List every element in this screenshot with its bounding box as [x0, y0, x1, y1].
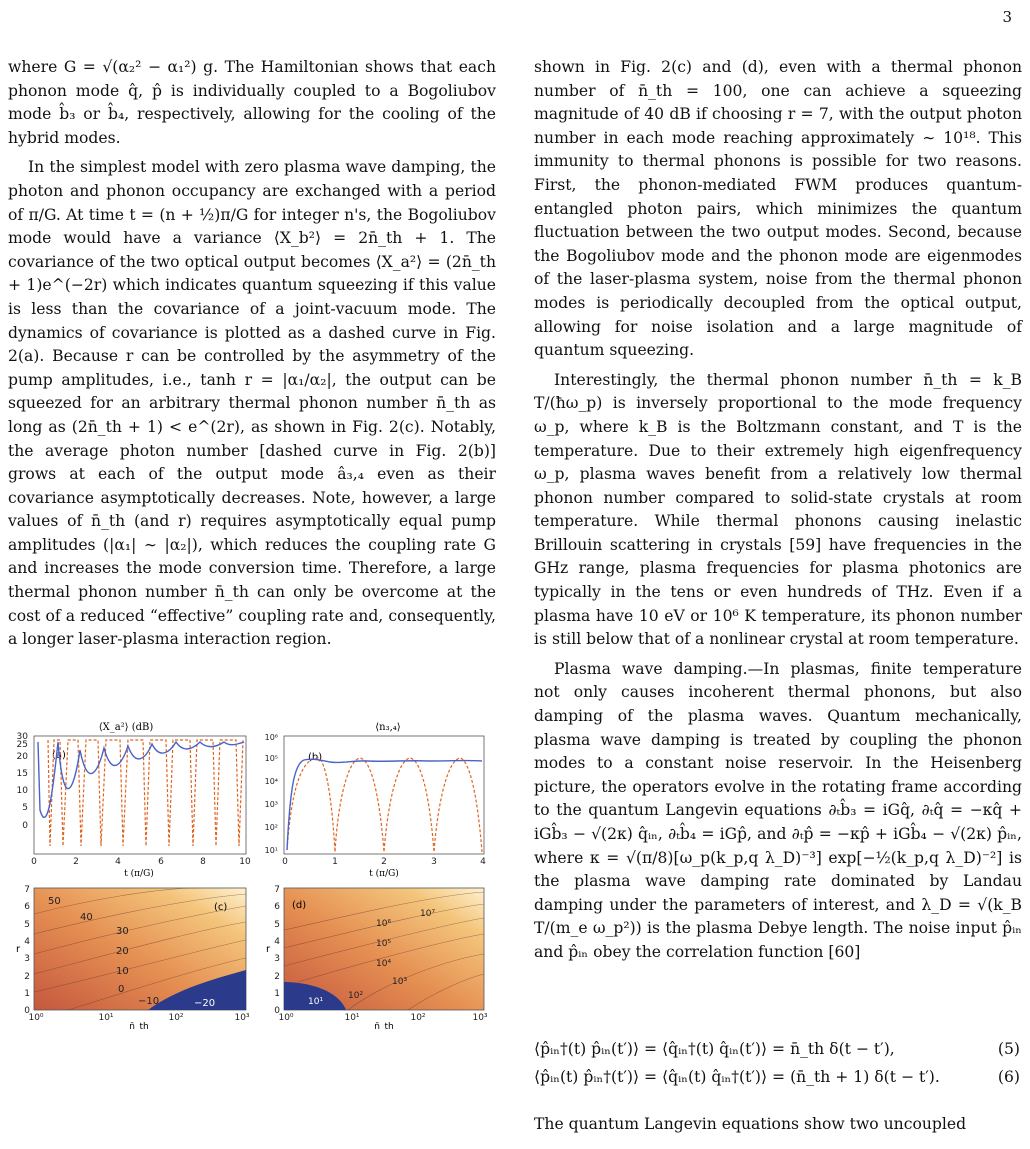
equation-number: (5) [997, 1040, 1020, 1058]
svg-text:6: 6 [24, 902, 30, 912]
svg-text:1: 1 [332, 857, 338, 867]
svg-text:10³: 10³ [472, 1013, 488, 1023]
equation-text: ⟨p̂ᵢₙ†(t) p̂ᵢₙ(t′)⟩ = ⟨q̂ᵢₙ†(t) q̂ᵢₙ(t′)⟩ = n̄_th δ(t − t′), [534, 1040, 895, 1058]
figure-2 [8, 720, 496, 1030]
svg-text:3: 3 [24, 954, 30, 964]
panel-a-yticks [17, 732, 29, 831]
svg-text:7: 7 [274, 885, 280, 895]
svg-text:10⁰: 10⁰ [28, 1013, 44, 1023]
svg-text:4: 4 [274, 937, 280, 947]
panel-b-xlabel: t (π/G) [369, 869, 399, 879]
svg-text:3: 3 [431, 857, 437, 867]
svg-text:5: 5 [274, 920, 280, 930]
svg-text:10⁷: 10⁷ [420, 909, 436, 919]
svg-text:0: 0 [22, 821, 28, 831]
svg-text:10²: 10² [410, 1013, 426, 1023]
equation-5 [534, 1040, 1022, 1058]
svg-text:10⁵: 10⁵ [376, 939, 392, 949]
svg-text:20: 20 [116, 946, 129, 957]
paragraph: In the simplest model with zero plasma wave damping, the photon and phonon occupancy are exchanged with a period of π/G. At time t = (n + ½)π/G for integer n's, the Bogoliubov mode would have a variance ⟨X_b²⟩ = 2n̄_th + 1. The covariance of the two optical output becomes ⟨X_a²⟩ = (2n̄_th + 1)e^(−2r) which indicates quantum squeezing if this value is less than the covariance of a joint-vacuum mode. The dynamics of covariance is plotted as a dashed curve in Fig. 2(a). Because r can be controlled by the asymmetry of the pump amplitudes, i.e., tanh r = |α₁/α₂|, the output can be squeezed for an arbitrary thermal phonon number n̄_th as long as (2n̄_th + 1) < e^(2r), as shown in Fig. 2(c). Notably, the average photon number [dashed curve in Fig. 2(b)] grows at each of the output mode â₃,₄ even as their covariance asymptotically decreases. Note, however, a large values of n̄_th (and r) requires asymptotically equal pump amplitudes (|α₁| ∼ |α₂|), which reduces the coupling rate G and increases the mode conversion time. Therefore, a large thermal phonon number n̄_th can only be overcome at the cost of a reduced “effective” coupling rate and, consequently, a longer laser-plasma interaction region. [8, 158, 496, 649]
panel-a-xticks [31, 857, 251, 867]
panel-d-ylabel: r [266, 944, 271, 955]
last-line: The quantum Langevin equations show two uncoupled [534, 1115, 967, 1133]
svg-text:10¹: 10¹ [308, 997, 324, 1007]
panel-d-xlabel: n̄_th [374, 1022, 394, 1030]
svg-text:0: 0 [31, 857, 37, 867]
panel-c-ylabel: r [16, 944, 21, 955]
svg-text:30: 30 [16, 732, 28, 742]
svg-text:6: 6 [274, 902, 280, 912]
equation-6 [534, 1068, 1022, 1086]
svg-text:2: 2 [73, 857, 79, 867]
panel-a-title: ⟨X_a²⟩ (dB) [98, 722, 154, 733]
contour-yticks-c [24, 885, 30, 1016]
panel-b-xticks [282, 857, 486, 867]
svg-text:40: 40 [80, 912, 93, 923]
svg-text:8: 8 [200, 857, 206, 867]
panel-a-xlabel: t (π/G) [124, 869, 154, 879]
svg-text:10⁴: 10⁴ [376, 959, 392, 969]
panel-b-title: ⟨n₃,₄⟩ [375, 722, 401, 733]
panel-b-tag: (b) [308, 752, 323, 763]
equation-number: (6) [997, 1068, 1020, 1086]
svg-text:0: 0 [24, 1006, 30, 1016]
svg-text:2: 2 [274, 972, 280, 982]
svg-text:10³: 10³ [234, 1013, 250, 1023]
right-column [534, 56, 1022, 971]
svg-text:10¹: 10¹ [344, 1013, 360, 1023]
panel-d-tag: (d) [292, 900, 307, 911]
paragraph: shown in Fig. 2(c) and (d), even with a thermal phonon number of n̄_th = 100, one can achieve a squeezing magnitude of 40 dB if choosing r = 7, with the output photon number in each mode reaching approximately ∼ 10¹⁸. This immunity to thermal phonons is possible for two reasons. First, the phonon-mediated FWM produces quantum-entangled photon pairs, which minimizes the quantum fluctuation between the two output modes. Second, because the Bogoliubov mode and the phonon mode are eigenmodes of the laser-plasma system, noise from the thermal phonon modes is periodically decoupled from the optical output, allowing for noise isolation and a large magnitude of quantum squeezing. [534, 58, 1022, 360]
svg-text:10⁴: 10⁴ [264, 777, 278, 786]
svg-text:5: 5 [24, 920, 30, 930]
svg-text:15: 15 [16, 769, 28, 779]
svg-text:4: 4 [115, 857, 121, 867]
svg-text:10³: 10³ [264, 800, 278, 809]
svg-text:50: 50 [48, 896, 61, 907]
svg-text:10⁶: 10⁶ [376, 919, 392, 929]
svg-text:7: 7 [24, 885, 30, 895]
left-column [8, 56, 496, 658]
panel-a-tag: (a) [52, 750, 66, 761]
svg-text:1: 1 [274, 989, 280, 999]
svg-text:10⁰: 10⁰ [278, 1013, 294, 1023]
svg-text:10²: 10² [348, 991, 364, 1001]
svg-text:10⁵: 10⁵ [264, 754, 278, 763]
svg-text:25: 25 [16, 740, 28, 750]
svg-text:10⁶: 10⁶ [264, 733, 278, 742]
equation-text: ⟨p̂ᵢₙ(t) p̂ᵢₙ†(t′)⟩ = ⟨q̂ᵢₙ(t) q̂ᵢₙ†(t′)⟩ = (n̄_th + 1) δ(t − t′). [534, 1068, 940, 1086]
svg-text:1: 1 [24, 989, 30, 999]
svg-text:−20: −20 [194, 998, 216, 1009]
svg-text:6: 6 [158, 857, 164, 867]
svg-text:10¹: 10¹ [98, 1013, 114, 1023]
svg-text:2: 2 [381, 857, 387, 867]
svg-text:0: 0 [274, 1006, 280, 1016]
panel-c-xlabel: n̄_th [129, 1022, 149, 1030]
svg-text:0: 0 [282, 857, 288, 867]
panel-c-tag: (c) [214, 902, 228, 913]
svg-text:10¹: 10¹ [264, 846, 278, 855]
svg-text:10: 10 [116, 966, 129, 977]
paragraph: Plasma wave damping.—In plasmas, finite temperature not only causes incoherent thermal phonons, but also damping of the plasma waves. Quantum mechanically, plasma wave damping is treated by coupling the phonon modes to a constant noise reservoir. In the Heisenberg picture, the operators evolve in the rotating frame according to the quantum Langevin equations ∂ₜb̂₃ = iGq̂, ∂ₜq̂ = −κq̂ + iGb̂₃ − √(2κ) q̂ᵢₙ, ∂ₜb̂₄ = iGp̂, and ∂ₜp̂ = −κp̂ + iGb̂₄ − √(2κ) p̂ᵢₙ, where κ = √(π/8)[ω_p(k_p,q λ_D)⁻³] exp[−½(k_p,q λ_D)⁻²] is the plasma wave damping rate dominated by Landau damping under the parameters of interest, and λ_D = √(k_B T/(m_e ω_p²)) is the plasma Debye length. The noise input p̂ᵢₙ and p̂ᵢₙ obey the correlation function [60] [534, 659, 1022, 961]
svg-text:2: 2 [24, 972, 30, 982]
paragraph: Interestingly, the thermal phonon number n̄_th = k_B T/(ħω_p) is inversely proportional to the mode frequency ω_p, where k_B is the Boltzmann constant, and T is the temperature. Due to their extremely high eigenfrequency ω_p, plasma waves benefit from a relatively low thermal phonon number compared to solid-state crystals at room temperature. While thermal phonons causing inelastic Brillouin scattering in crystals [59] have frequencies in the GHz range, plasma frequencies for plasma photonics are typically in the tens or even hundreds of THz. Even if a plasma have 10 eV or 10⁶ K temperature, its phonon number is still below that of a nonlinear crystal at room temperature. [534, 370, 1022, 649]
svg-text:10³: 10³ [392, 977, 408, 987]
page-number: 3 [1002, 8, 1012, 26]
svg-text:5: 5 [22, 803, 28, 813]
svg-text:20: 20 [16, 752, 28, 762]
svg-text:10: 10 [16, 786, 28, 796]
svg-text:10²: 10² [264, 823, 278, 832]
svg-text:4: 4 [24, 937, 30, 947]
svg-text:10: 10 [239, 857, 251, 867]
svg-text:0: 0 [118, 984, 125, 995]
svg-text:4: 4 [480, 857, 486, 867]
contour-yticks-d [274, 885, 280, 1016]
panel-b-yticks [265, 733, 278, 855]
svg-text:10²: 10² [168, 1013, 184, 1023]
svg-text:3: 3 [274, 954, 280, 964]
svg-text:30: 30 [116, 926, 129, 937]
svg-text:−10: −10 [138, 996, 160, 1007]
paragraph: where G = √(α₂² − α₁²) g. The Hamiltonian shows that each phonon mode q̂, p̂ is individually coupled to a Bogoliubov mode b̂₃ or b̂₄, respectively, allowing for the cooling of the hybrid modes. [8, 58, 496, 147]
